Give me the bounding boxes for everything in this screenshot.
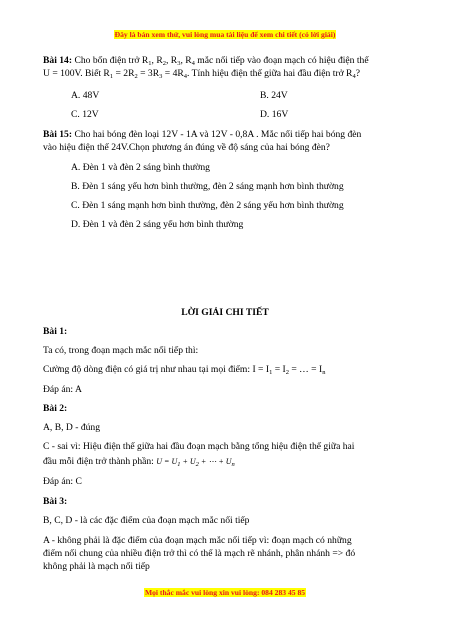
b2-line1: A, B, D - đúng <box>43 422 101 433</box>
b3-line1: B, C, D - là các đặc điểm của đoạn mạch mắc nối tiếp <box>43 515 250 526</box>
q15-line1: Bài 15: Cho hai bóng đèn loại 12V - 1A và 12V - 0,8A . Mắc nối tiếp hai bóng đèn <box>43 129 362 140</box>
q14-option-c: C. 12V <box>71 109 99 120</box>
b1-line2: Cường độ dòng điện có giá trị như nhau tại mọi điểm: $I = I_1 = I_2$ = … = $I_n$ <box>43 364 326 376</box>
contact-banner: Mọi thắc mắc vui lòng xin vui lòng: 084 283 45 85 <box>144 588 306 597</box>
b1-line1: Ta có, trong đoạn mạch mắc nối tiếp thì: <box>43 345 199 356</box>
b3-line2: A - không phải là đặc điểm của đoạn mạch mắc nối tiếp vì: đoạn mạch có những <box>43 535 352 546</box>
preview-banner: Đây là bản xem thử, vui lòng mua tài liệu để xem chi tiết (có lời giải) <box>114 30 336 39</box>
q14-line2: U = 100V. Biết $R_1 = 2R_2 = 3R_3 = 4R_4$. Tính hiệu điện thế giữa hai đầu điện trở $R_4$? <box>43 68 360 80</box>
b3-line3: điểm nối chung của nhiều điện trở thì có thể là mạch rẽ nhánh, phân nhánh => đó <box>43 548 356 559</box>
b2-label: Bài 2: <box>43 403 68 414</box>
b3-label: Bài 3: <box>43 496 68 507</box>
q14-line1: Bài 14: Cho bốn điện trở $R_1$, $R_2$, $R_3$, $R_4$ mắc nối tiếp vào đoạn mạch có hiệu điện thế <box>43 55 369 67</box>
b1-label: Bài 1: <box>43 326 68 337</box>
q14-option-d: D. 16V <box>260 109 289 120</box>
q14-option-b: B. 24V <box>260 90 288 101</box>
q15-option-d: D. Đèn 1 và đèn 2 sáng yếu hơn bình thường <box>71 219 244 230</box>
q14-label: Bài 14: <box>43 55 73 66</box>
q15-line2: vào hiệu điện thế 24V.Chọn phương án đúng về độ sáng của hai bóng đèn? <box>43 142 330 153</box>
q14-option-a: A. 48V <box>71 90 100 101</box>
q15-option-c: C. Đèn 1 sáng mạnh hơn bình thường, đèn 2 sáng yếu hơn bình thường <box>71 200 344 211</box>
b2-line3: đầu mỗi điện trở thành phần: $U = U_1 + U_2$ + ⋯ + $U_n$ <box>43 456 235 468</box>
b2-formula: $U = U_1 + U_2$ + ⋯ + $U_n$ <box>156 457 235 468</box>
q15-label: Bài 15: <box>43 129 73 140</box>
solution-title: LỜI GIẢI CHI TIẾT <box>181 307 269 318</box>
b1-answer: Đáp án: A <box>43 384 82 395</box>
b2-answer: Đáp án: C <box>43 476 82 487</box>
q15-option-b: B. Đèn 1 sáng yếu hơn bình thường, đèn 2 sáng mạnh hơn bình thường <box>71 181 344 192</box>
q15-option-a: A. Đèn 1 và đèn 2 sáng bình thường <box>71 162 210 173</box>
b3-line4: không phải là mạch nối tiếp <box>43 561 150 572</box>
b2-line2: C - sai vì: Hiệu điện thế giữa hai đầu đoạn mạch bằng tổng hiệu điện thế giữa hai <box>43 441 355 452</box>
